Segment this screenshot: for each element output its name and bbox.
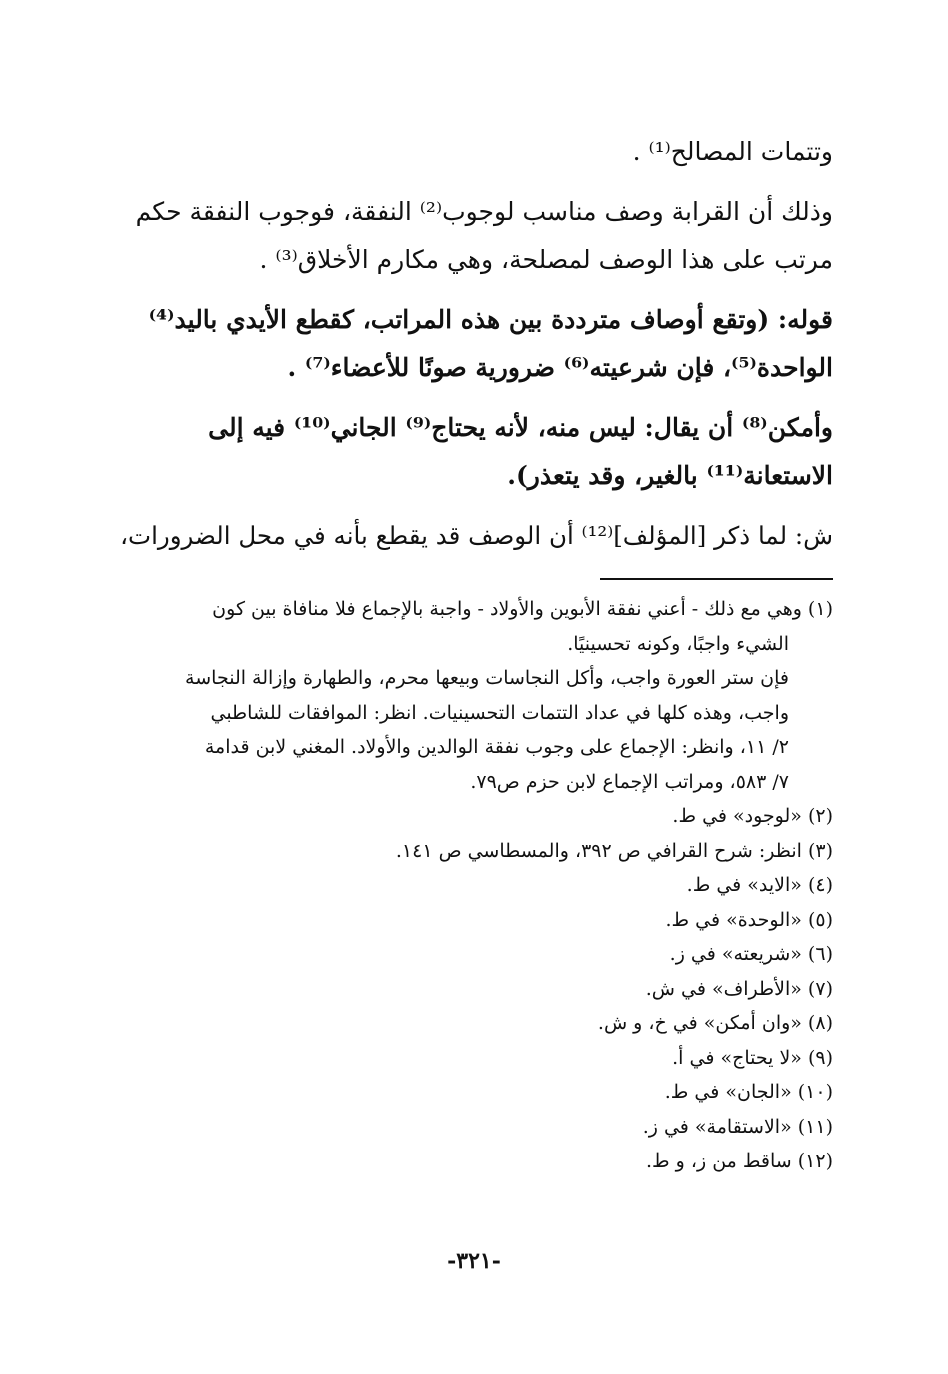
footnote-line: الشيء واجبًا، وكونه تحسينيًا. — [567, 632, 789, 655]
paragraph-3-quote — [113, 296, 833, 392]
footnote-line: فإن ستر العورة واجب، وأكل النجاسات وبيعها محرم، والطهارة وإزالة النجاسة — [185, 667, 789, 689]
footnote-line: ٢/ ١١، وانظر: الإجماع على وجوب نفقة الوالدين والأولاد. المغني لابن قدامة — [204, 736, 789, 758]
footnote-line: ٧/ ٥٨٣، ومراتب الإجماع لابن حزم ص٧٩. — [470, 770, 789, 793]
footnote-4: (٤) «الايد» في ط. — [686, 874, 833, 896]
text-line: وأمكن⁽⁸⁾ أن يقال: ليس منه، لأنه يحتاج⁽⁹⁾ الجاني⁽¹⁰⁾ فيه إلى — [208, 413, 833, 442]
footnote-2: (٢) «لوجود» في ط. — [672, 805, 833, 827]
footnotes — [113, 592, 833, 1179]
footnote-8: (٨) «وان أمكن» في خ، و ش. — [597, 1012, 833, 1034]
footnote-separator — [600, 578, 833, 580]
footnote-line: (١) وهي مع ذلك - أعني نفقة الأبوين والأولاد - واجبة بالإجماع فلا منافاة بين كون — [212, 598, 833, 620]
main-text — [113, 128, 833, 572]
footnote-12: (١٢) ساقط من ز، و ط. — [645, 1150, 833, 1172]
paragraph-5 — [113, 512, 833, 560]
footnote-7: (٧) «الأطراف» في ش. — [645, 977, 833, 1000]
footnote-5: (٥) «الوحدة» في ط. — [665, 908, 833, 931]
page-number: -٣٢١- — [447, 1248, 501, 1274]
text-line: الواحدة⁽⁵⁾، فإن شرعيته⁽⁶⁾ ضرورية صونًا للأعضاء⁽⁷⁾ . — [287, 353, 833, 382]
footnote-1 — [113, 592, 833, 799]
paragraph-4-quote — [113, 404, 833, 500]
text-line: الاستعانة⁽¹¹⁾ بالغير، وقد يتعذر). — [507, 461, 833, 490]
text-line: ش: لما ذكر [المؤلف]⁽¹²⁾ أن الوصف قد يقطع بأنه في محل الضرورات، — [120, 521, 833, 550]
footnote-3: (٣) انظر: شرح القرافي ص ٣٩٢، والمسطاسي ص ١٤١. — [395, 839, 833, 862]
text-line: وذلك أن القرابة وصف مناسب لوجوب⁽²⁾ النفقة، فوجوب النفقة حكم — [135, 197, 833, 226]
footnote-line: واجب، وهذه كلها في عداد التتمات التحسينيات. انظر: الموافقات للشاطبي — [210, 701, 789, 724]
text-line: قوله: (وتقع أوصاف مترددة بين هذه المراتب، كقطع الأيدي باليد⁽⁴⁾ — [148, 305, 833, 334]
text-line: مرتب على هذا الوصف لمصلحة، وهي مكارم الأخلاق⁽³⁾ . — [259, 245, 833, 274]
paragraph-2 — [113, 188, 833, 284]
text-line: وتتمات المصالح⁽¹⁾ . — [632, 137, 833, 166]
footnote-9: (٩) «لا يحتاج» في أ. — [672, 1046, 833, 1069]
paragraph-1 — [113, 128, 833, 176]
footnote-6: (٦) «شريعته» في ز. — [669, 943, 833, 965]
footnote-11: (١١) «الاستقامة» في ز. — [642, 1115, 833, 1138]
footnote-10: (١٠) «الجان» في ط. — [664, 1081, 833, 1103]
